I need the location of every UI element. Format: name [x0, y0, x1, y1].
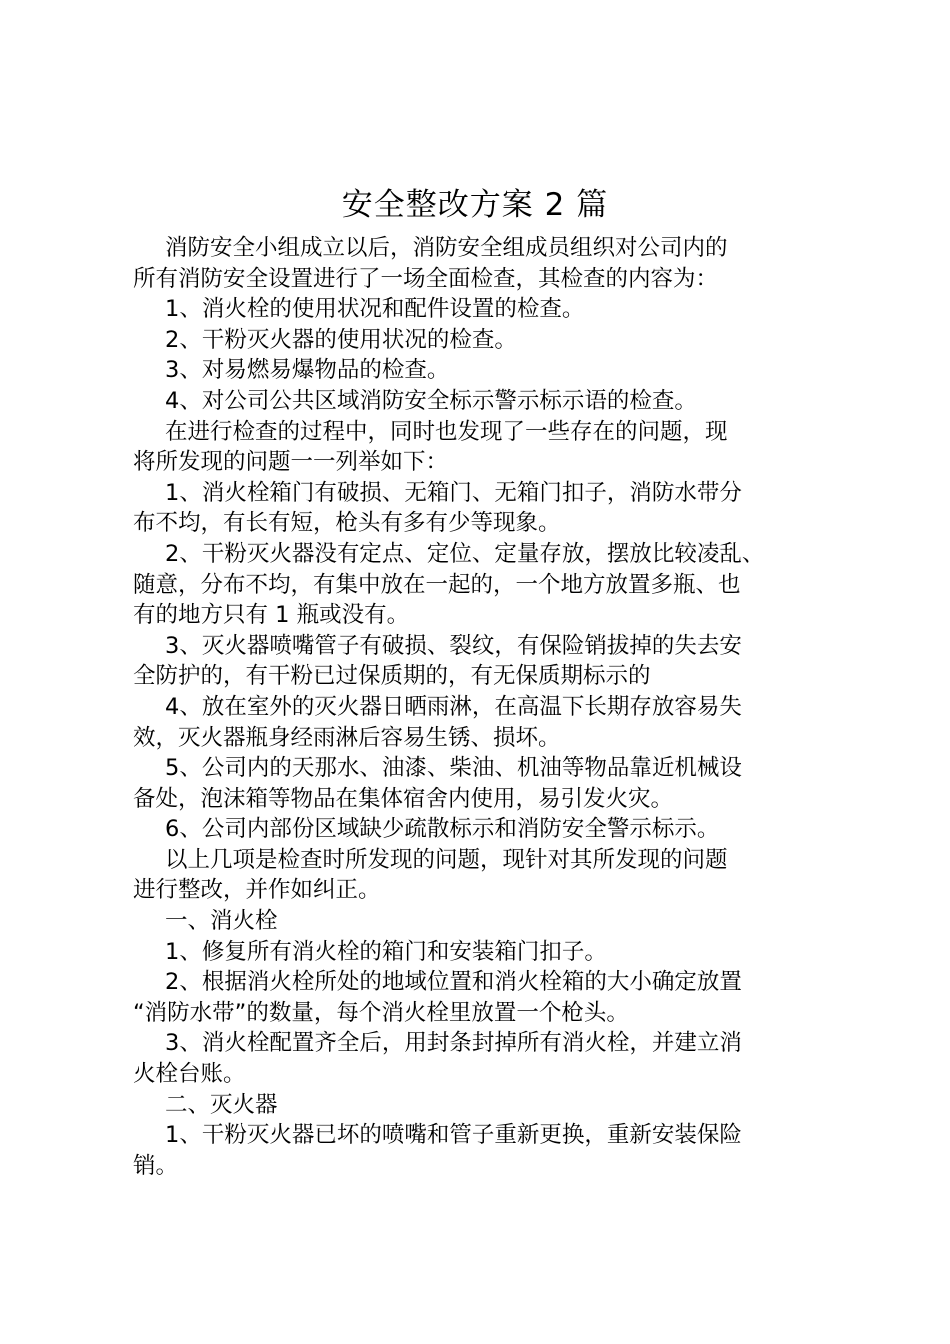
text-line: 3、对易燃易爆物品的检查。 — [165, 357, 450, 384]
text-line: 4、放在室外的灭火器日晒雨淋，在高温下长期存放容易失 — [165, 693, 742, 720]
text-line: 销。 — [133, 1152, 179, 1179]
text-line: 以上几项是检查时所发现的问题，现针对其所发现的问题 — [165, 846, 728, 873]
text-line: 布不均，有长有短，枪头有多有少等现象。 — [133, 510, 561, 537]
paragraph — [133, 325, 833, 356]
paragraph — [133, 906, 833, 937]
text-line: 备处，泡沫箱等物品在集体宿舍内使用，易引发火灾。 — [133, 785, 674, 812]
paragraph — [133, 753, 833, 814]
paragraph — [133, 967, 833, 1028]
text-line: 在进行检查的过程中，同时也发现了一些存在的问题，现 — [165, 418, 728, 445]
paragraph — [133, 1120, 833, 1181]
text-line: 随意，分布不均，有集中放在一起的，一个地方放置多瓶、也 — [133, 571, 741, 598]
paragraph — [133, 845, 833, 906]
paragraph — [133, 417, 833, 478]
paragraph — [133, 478, 833, 539]
text-line: 2、根据消火栓所处的地域位置和消火栓箱的大小确定放置 — [165, 969, 742, 996]
text-line: 二、灭火器 — [165, 1091, 278, 1118]
text-line: 所有消防安全设置进行了一场全面检查，其检查的内容为： — [133, 265, 719, 292]
document-title: 安全整改方案 2 篇 — [341, 187, 609, 223]
text-line: 6、公司内部份区域缺少疏散标示和消防安全警示标示。 — [165, 816, 720, 843]
text-line: 1、修复所有消火栓的箱门和安装箱门扣子。 — [165, 938, 607, 965]
text-line: 2、干粉灭火器的使用状况的检查。 — [165, 326, 517, 353]
paragraph — [133, 631, 833, 692]
text-line: 一、消火栓 — [165, 908, 278, 935]
text-line: 4、对公司公共区域消防安全标示警示标示语的检查。 — [165, 387, 697, 414]
text-line: 效，灭火器瓶身经雨淋后容易生锈、损坏。 — [133, 724, 561, 751]
text-line: “消防水带”的数量，每个消火栓里放置一个枪头。 — [133, 999, 629, 1026]
text-line: 1、干粉灭火器已坏的喷嘴和管子重新更换，重新安装保险 — [165, 1122, 742, 1149]
paragraph — [133, 233, 833, 294]
text-line: 5、公司内的天那水、油漆、柴油、机油等物品靠近机械设 — [165, 755, 742, 782]
document-body — [133, 233, 833, 1181]
text-line: 将所发现的问题一一列举如下： — [133, 449, 449, 476]
paragraph — [133, 386, 833, 417]
text-line: 有的地方只有 1 瓶或没有。 — [133, 602, 410, 629]
text-line: 进行整改，并作如纠正。 — [133, 877, 381, 904]
text-line: 火栓台账。 — [133, 1061, 246, 1088]
text-line: 3、灭火器喷嘴管子有破损、裂纹，有保险销拔掉的失去安 — [165, 632, 742, 659]
paragraph — [133, 355, 833, 386]
text-line: 全防护的，有干粉已过保质期的，有无保质期标示的 — [133, 663, 651, 690]
paragraph — [133, 294, 833, 325]
paragraph — [133, 937, 833, 968]
text-line: 3、消火栓配置齐全后，用封条封掉所有消火栓，并建立消 — [165, 1030, 742, 1057]
paragraph — [133, 539, 833, 631]
paragraph — [133, 1090, 833, 1121]
paragraph — [133, 692, 833, 753]
paragraph — [133, 1028, 833, 1089]
text-line: 1、消火栓箱门有破损、无箱门、无箱门扣子，消防水带分 — [165, 479, 742, 506]
text-line: 1、消火栓的使用状况和配件设置的检查。 — [165, 296, 585, 323]
text-line: 消防安全小组成立以后，消防安全组成员组织对公司内的 — [165, 235, 728, 261]
text-line: 2、干粉灭火器没有定点、定位、定量存放，摆放比较凌乱、 — [165, 540, 765, 567]
paragraph — [133, 814, 833, 845]
